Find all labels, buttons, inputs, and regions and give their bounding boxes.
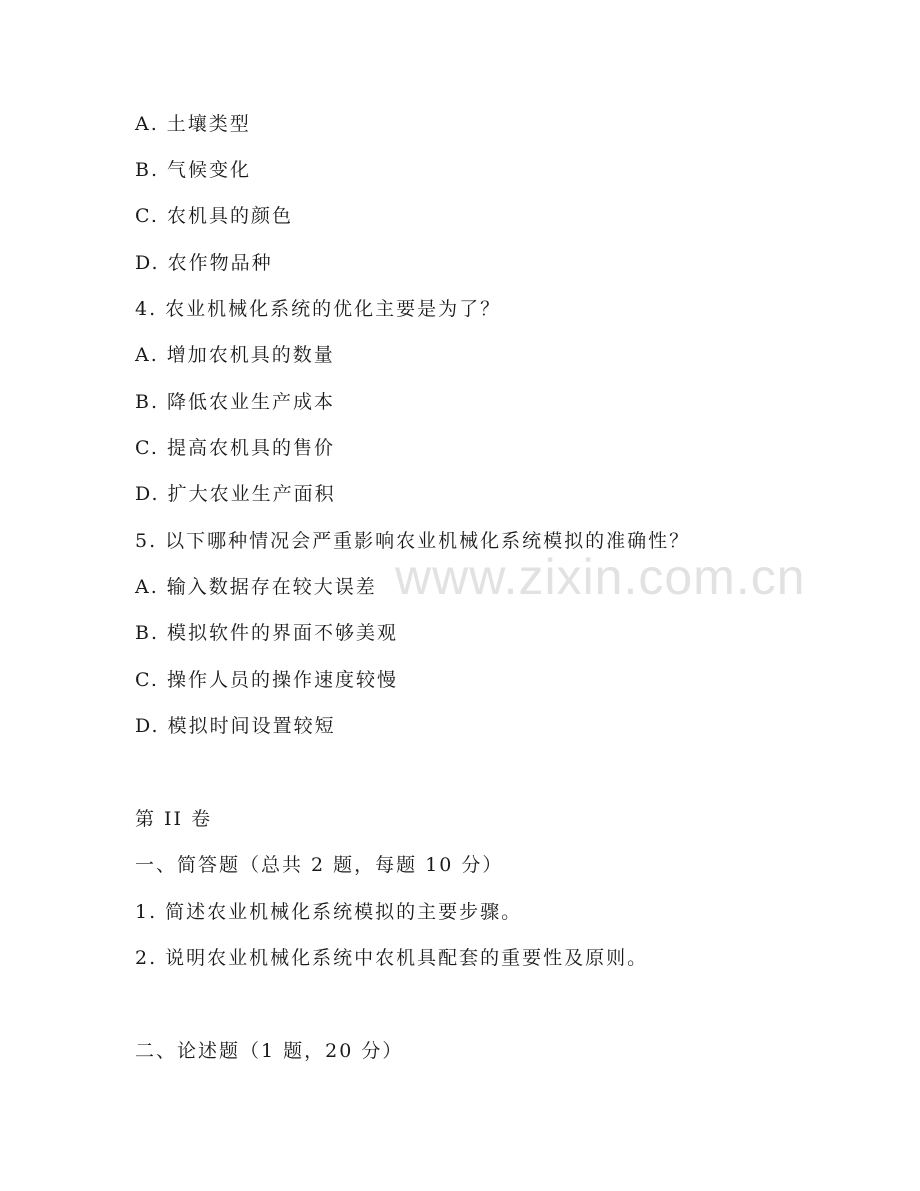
q5-question: 5. 以下哪种情况会严重影响农业机械化系统模拟的准确性？ bbox=[135, 530, 691, 552]
section2-title: 二、论述题（1 题，20 分） bbox=[135, 1040, 404, 1062]
section1-title: 一、简答题（总共 2 题，每题 10 分） bbox=[135, 854, 504, 876]
q3-option-d: D. 农作物品种 bbox=[135, 252, 273, 274]
q4-option-a: A. 增加农机具的数量 bbox=[135, 344, 335, 366]
section1-item-1: 1. 简述农业机械化系统模拟的主要步骤。 bbox=[135, 901, 523, 923]
q3-option-a: A. 土壤类型 bbox=[135, 113, 251, 135]
q4-option-c: C. 提高农机具的售价 bbox=[135, 437, 335, 459]
q5-option-c: C. 操作人员的操作速度较慢 bbox=[135, 669, 398, 691]
q5-option-a: A. 输入数据存在较大误差 bbox=[135, 576, 377, 598]
q4-option-d: D. 扩大农业生产面积 bbox=[135, 483, 336, 505]
q4-option-b: B. 降低农业生产成本 bbox=[135, 391, 336, 413]
part2-title: 第 II 卷 bbox=[135, 808, 213, 830]
section1-item-2: 2. 说明农业机械化系统中农机具配套的重要性及原则。 bbox=[135, 947, 649, 969]
q3-option-b: B. 气候变化 bbox=[135, 159, 252, 181]
q5-option-b: B. 模拟软件的界面不够美观 bbox=[135, 622, 399, 644]
q4-question: 4. 农业机械化系统的优化主要是为了？ bbox=[135, 298, 502, 320]
q5-option-d: D. 模拟时间设置较短 bbox=[135, 715, 336, 737]
watermark: www.zixin.com.cn bbox=[395, 549, 806, 605]
q3-option-c: C. 农机具的颜色 bbox=[135, 205, 293, 227]
